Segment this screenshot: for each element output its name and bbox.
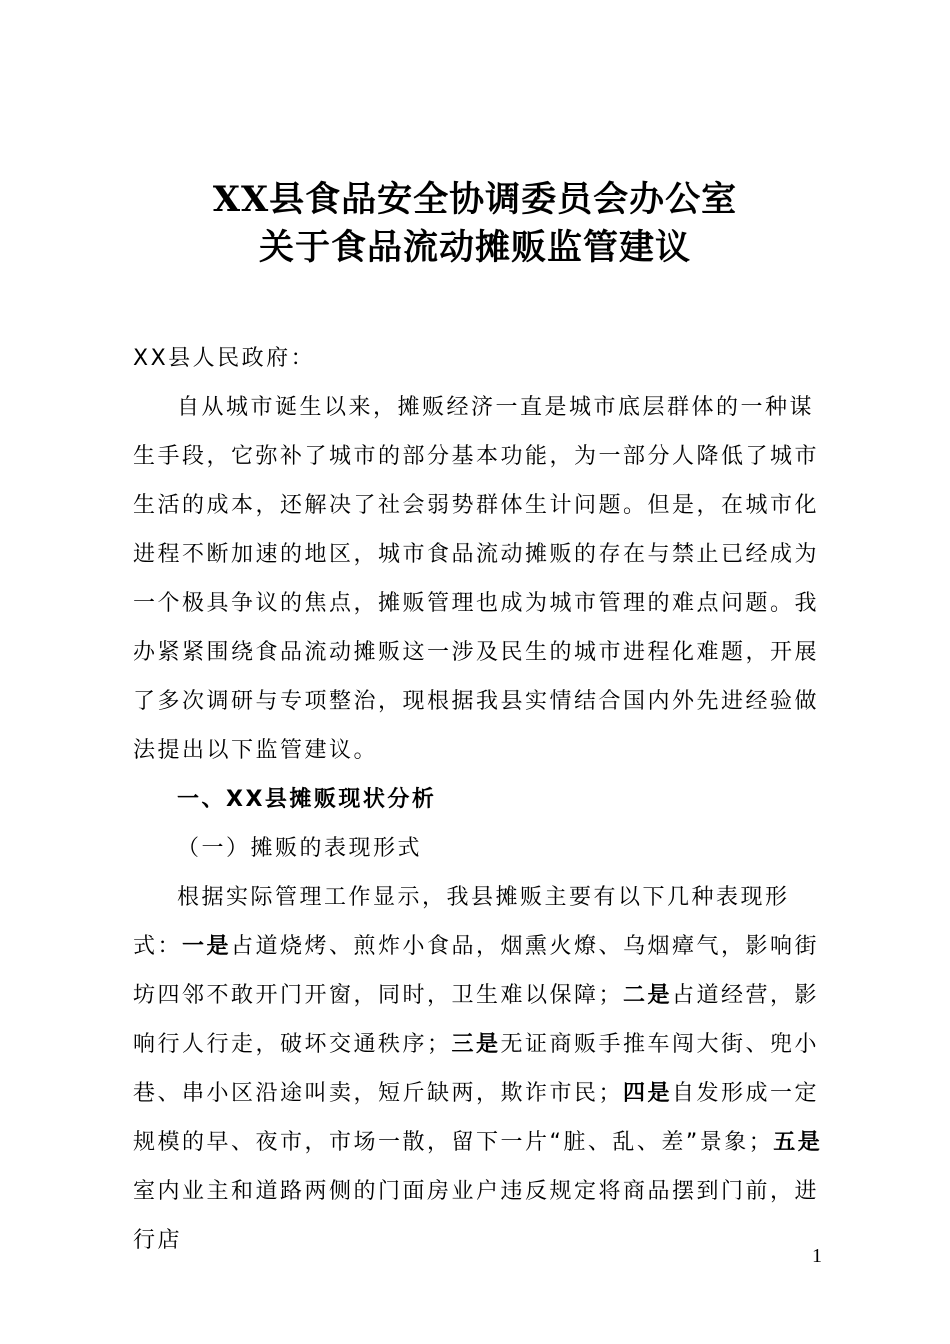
- document-title-line-1: XX县食品安全协调委员会办公室: [212, 179, 738, 220]
- item-text-1: 占道烧烤、煎炸小食品，烟熏火燎、乌烟瘴气，影响街坊四邻不敢开门开窗，同时，卫生难以保障；: [133, 934, 820, 1008]
- item-label-5: 五是: [773, 1130, 823, 1155]
- paragraph-forms-intro: 根据实际管理工作显示，我县摊贩主要有以下几种表现形式：: [133, 885, 790, 959]
- item-text-3: 无证商贩手推车闯大街、兜小巷、串小区沿途叫卖，短斤缺两，欺诈市民；: [133, 1032, 820, 1106]
- subsection-heading: （一）摊贩的表现形式: [177, 836, 423, 861]
- item-label-1: 一是: [182, 934, 232, 959]
- salutation: XX县人民政府：: [133, 346, 316, 371]
- paragraph-intro: 自从城市诞生以来，摊贩经济一直是城市底层群体的一种谋生手段，它弥补了城市的部分基本功能，为一部分人降低了城市生活的成本，还解决了社会弱势群体生计问题。但是，在城市化进程不断加速的地区，城市食品流动摊贩的存在与禁止已经成为一个极具争议的焦点，摊贩管理也成为城市管理的难点问题。我办紧紧围绕食品流动摊贩这一涉及民生的城市进程化难题，开展了多次调研与专项整治，现根据我县实情结合国内外先进经验做法提出以下监管建议。: [133, 395, 820, 763]
- document-title-line-2: 关于食品流动摊贩监管建议: [258, 227, 691, 268]
- item-text-5: 室内业主和道路两侧的门面房业户违反规定将商品摆到门前，进行店: [133, 1179, 820, 1253]
- item-text-2: 占道经营，影响行人行走，破坏交通秩序；: [133, 983, 820, 1057]
- item-label-2: 二是: [623, 983, 673, 1008]
- page-number: 1: [812, 1245, 822, 1267]
- item-label-3: 三是: [451, 1032, 501, 1057]
- document-body: [133, 334, 833, 1265]
- item-label-4: 四是: [623, 1081, 673, 1106]
- item-text-4: 自发形成一定规模的早、夜市，市场一散，留下一片“脏、乱、差”景象；: [133, 1081, 820, 1155]
- section-heading: 一、XX县摊贩现状分析: [177, 787, 437, 812]
- paragraph-forms: [133, 873, 833, 1265]
